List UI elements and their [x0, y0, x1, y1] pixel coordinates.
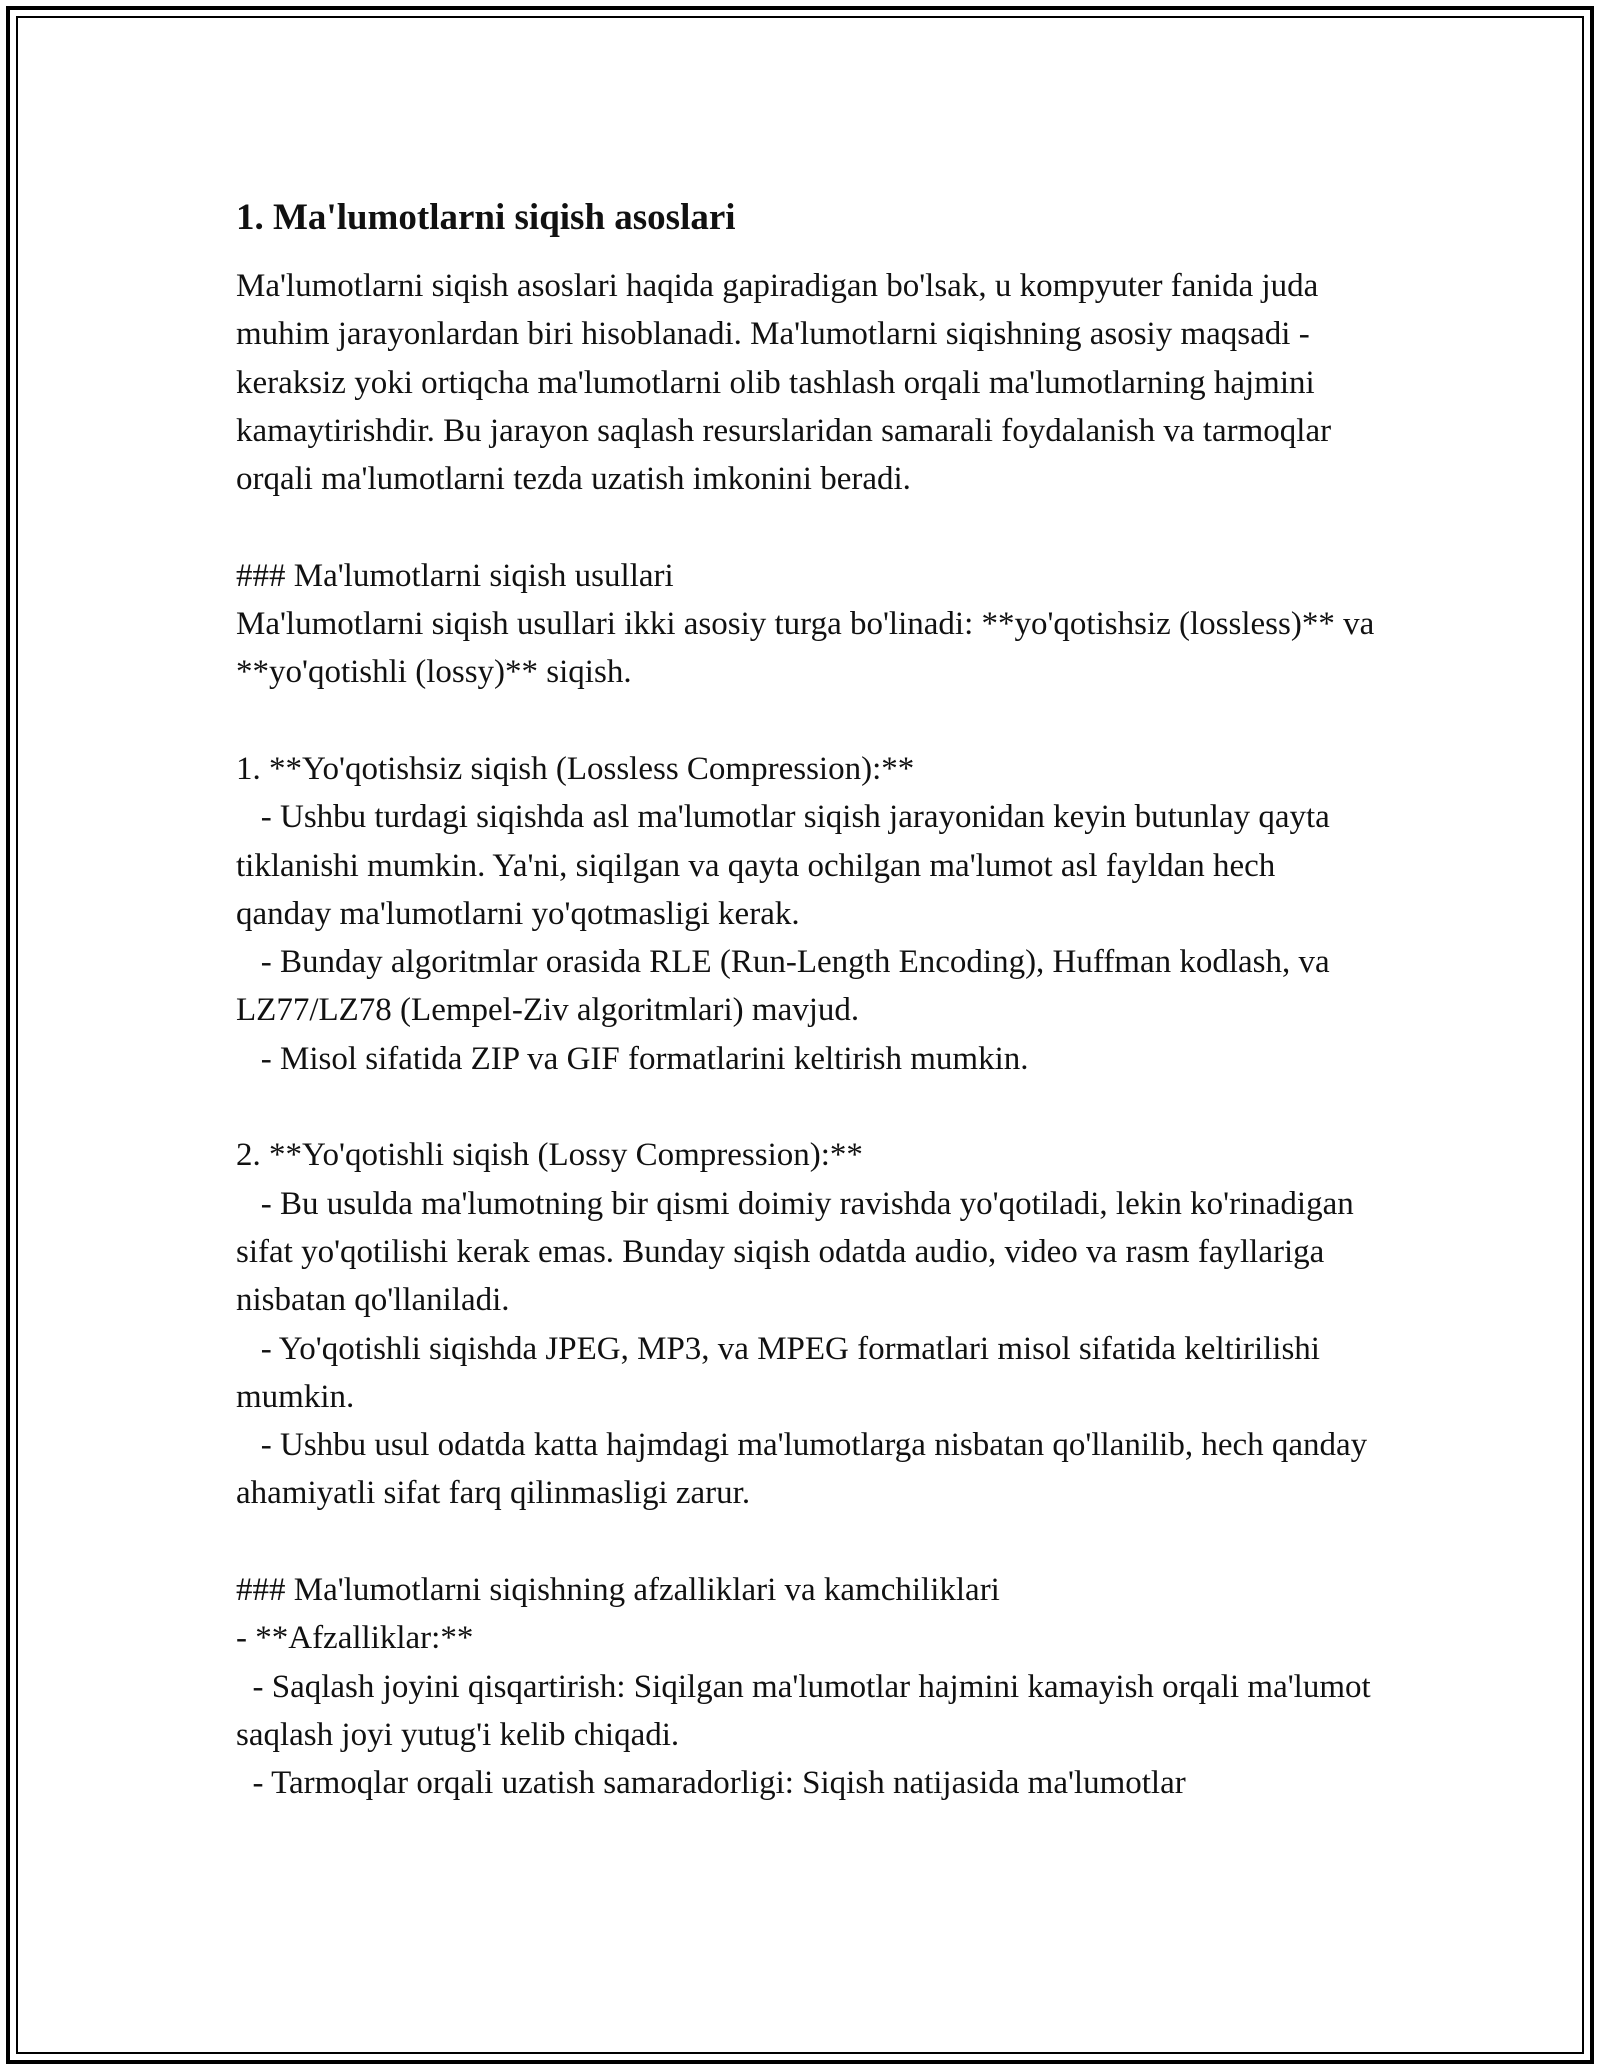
spacer [236, 1518, 1376, 1566]
document-title: 1. Ma'lumotlarni siqish asoslari [236, 197, 736, 238]
pros-item: - Tarmoqlar orqali uzatish samaradorligi: Siqish natijasida ma'lumotlar [236, 1765, 1186, 1802]
intro-paragraph: Ma'lumotlarni siqish asoslari haqida gapiradigan bo'lsak, u kompyuter fanida juda muhim jarayonlardan biri hisoblanadi. Ma'lumotlarni siqishning asosiy maqsadi - keraksiz yoki ortiqcha ma'lumotlarni olib tashlash orqali ma'lumotlarning hajmini kamaytirishdir. Bu jarayon saqlash resurslaridan samarali foydalanish va tarmoqlar orqali ma'lumotlarni tezda uzatish imkonini beradi. [236, 268, 1340, 498]
lossless-item: - Ushbu turdagi siqishda asl ma'lumotlar siqish jarayonidan keyin butunlay qayta tiklanishi mumkin. Ya'ni, siqilgan va qayta ochilgan ma'lumot asl fayldan hech qanday ma'lumotlarni yo'qotmasligi kerak. [236, 799, 1339, 932]
document-body [236, 182, 1383, 1808]
lossy-heading: 2. **Yo'qotishli siqish (Lossy Compression):** [236, 1137, 863, 1174]
spacer [236, 503, 1376, 551]
spacer [236, 697, 1376, 745]
spacer [236, 1083, 1376, 1131]
methods-heading: ### Ma'lumotlarni siqish usullari [236, 557, 674, 594]
pros-cons-heading: ### Ma'lumotlarni siqishning afzalliklari va kamchiliklari [236, 1572, 1000, 1609]
lossless-item: - Bunday algoritmlar orasida RLE (Run-Length Encoding), Huffman kodlash, va LZ77/LZ78 (Lempel-Ziv algoritmlari) mavjud. [236, 944, 1338, 1029]
pros-label: - **Afzalliklar:** [236, 1620, 474, 1657]
lossy-item: - Yo'qotishli siqishda JPEG, MP3, va MPEG formatlari misol sifatida keltirilishi mumkin. [236, 1330, 1329, 1415]
lossy-item: - Bu usulda ma'lumotning bir qismi doimiy ravishda yo'qotiladi, lekin ko'rinadigan sifat yo'qotilishi kerak emas. Bunday siqish odatda audio, video va rasm fayllariga nisbatan qo'llaniladi. [236, 1185, 1362, 1319]
pros-item: - Saqlash joyini qisqartirish: Siqilgan ma'lumotlar hajmini kamayish orqali ma'lumot saqlash joyi yutug'i kelib chiqadi. [236, 1668, 1379, 1753]
methods-intro-paragraph: Ma'lumotlarni siqish usullari ikki asosiy turga bo'linadi: **yo'qotishsiz (lossless)** va **yo'qotishli (lossy)** siqish. [236, 606, 1383, 691]
lossless-item: - Misol sifatida ZIP va GIF formatlarini keltirish mumkin. [236, 1040, 1029, 1077]
lossless-heading: 1. **Yo'qotishsiz siqish (Lossless Compression):** [236, 750, 915, 787]
lossy-item: - Ushbu usul odatda katta hajmdagi ma'lumotlarga nisbatan qo'llanilib, hech qanday ahamiyatli sifat farq qilinmasligi zarur. [236, 1427, 1376, 1512]
